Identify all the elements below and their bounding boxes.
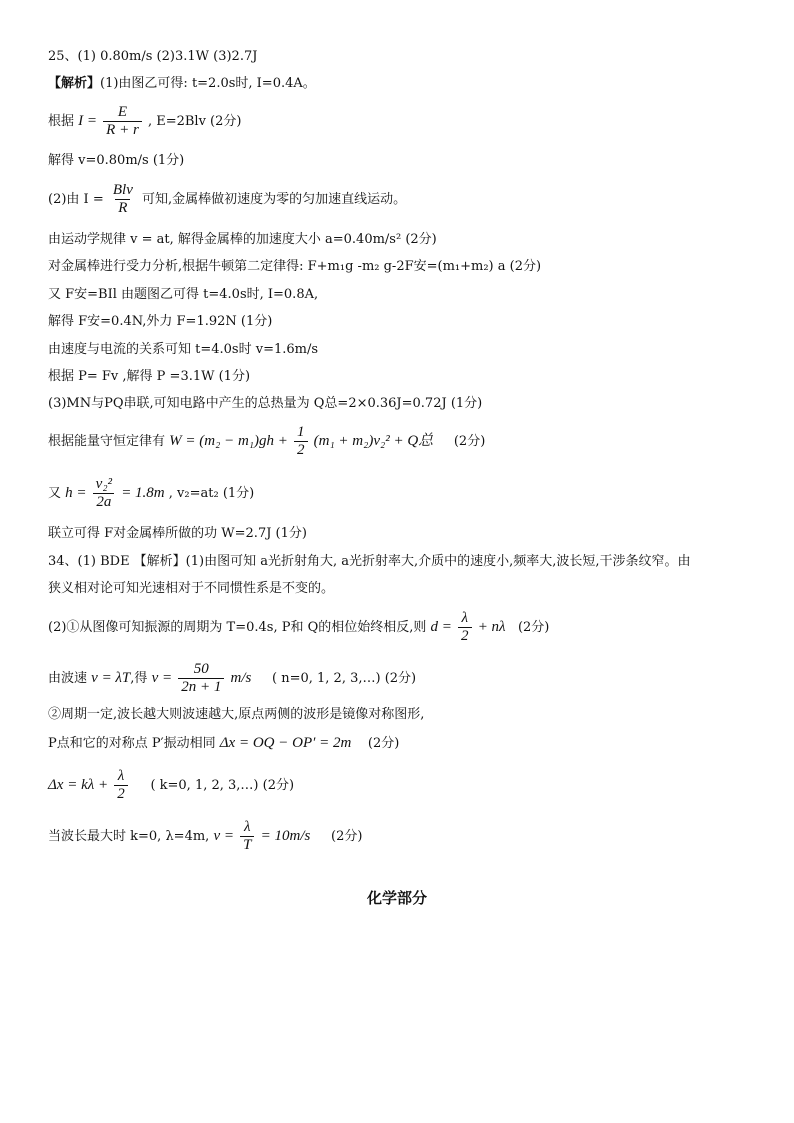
fraction-v2-over-2a: $\frac{\text{v₂²}}{2a}$ [93,476,115,511]
heat-line: (3)MN与PQ串联,可知电路中产生的总热量为 Q总=2×0.36J=0.72J (1分) [48,396,483,411]
solve-v-line: 解得 v=0.80m/s (1分) [48,153,185,168]
analysis-line-1: (1)由图乙可得: t=2.0s时, I=0.4A。 [100,76,316,91]
q25-answer-text: 25、(1) 0.80m/s (2)3.1W (3)2.7J [48,49,258,64]
fraction-e-over-r: $\frac{E}{R + r}$ [103,104,142,139]
solve-force-line: 解得 F安=0.4N,外力 F=1.92N (1分) [48,314,273,329]
height-line: 又 h = $\frac{\text{v₂²}}{2a}$ = 1.8m , v₂=at₂ (1分) [48,476,255,510]
formula-blv-line: (2)由 I = $\frac{\text{Blv}}{R}$ 可知,金属棒做初速度为零的匀加速直线运动。 [48,182,407,216]
analysis-tag: 【解析】 [48,76,101,91]
fraction-50-over-2n1: $\frac{50}{2n + 1}$ [178,661,224,696]
work-result-line: 联立可得 F对金属棒所做的功 W=2.7J (1分) [48,526,307,541]
q34-line-2: 狭义相对论可知光速相对于不同惯性系是不变的。 [48,581,335,596]
q34-line-1: 34、(1) BDE 【解析】(1)由图可知 a光折射角大, a光折射率大,介质中的速度小,频率大,波长短,干涉条纹窄。由 [48,554,691,569]
fraction-blv-over-r: $\frac{\text{Blv}}{R}$ [112,182,133,216]
period-fixed-line: ②周期一定,波长越大则波速越大,原点两侧的波形是镜像对称图形, [48,707,425,722]
wave-speed-line: 由波速 v = λT,得 v = $\frac{50}{2n + 1}$ m/s ( n=0, 1, 2, 3,…) (2分) [48,661,417,695]
delta-x-line: Δx = kλ + $\frac{\lambda}{2}$ ( k=0, 1, 2, 3,…) (2分) [48,768,295,802]
velocity-current-line: 由速度与电流的关系可知 t=4.0s时 v=1.6m/s [48,342,319,357]
energy-conservation-line: 根据能量守恒定律有 W = (m₂ − m₁)gh + $\frac{1}{2}$ (m₁ + m₂)v₂² + Q总 (2分) [48,424,486,458]
q25-analysis-header [48,75,316,93]
eq-i: I = [78,113,98,129]
section-title-chemistry: 化学部分 [366,889,427,907]
force-line: 又 F安=BIl 由题图乙可得 t=4.0s时, I=0.8A, [48,287,319,302]
fraction-lambda-half: $\frac{\lambda}{2}$ [458,610,472,645]
period-phase-line: (2)①从图像可知振源的周期为 T=0.4s, P和 Q的相位始终相反,则 d = $\frac{\lambda}{2}$ + nλ (2分) [48,610,550,644]
text-pre: 根据 [48,114,75,129]
fraction-half: $\frac{1}{2}$ [294,424,308,459]
text-post: , E=2Blv (2分) [147,114,242,129]
symmetric-point-line: P点和它的对称点 P′振动相同 Δx = OQ − OP′ = 2m (2分) [48,735,400,751]
power-line: 根据 P= Fv ,解得 P =3.1W (1分) [48,369,251,384]
newton-line: 对金属棒进行受力分析,根据牛顿第二定律得: F+m₁g -m₂ g-2F安=(m₁+m₂) a (2分) [48,259,542,274]
q25-answers [48,48,257,66]
fraction-lambda-over-t: $\frac{\lambda}{T}$ [240,819,254,854]
fraction-lambda-half-2: $\frac{\lambda}{2}$ [114,768,128,803]
max-wavelength-line: 当波长最大时 k=0, λ=4m, v = $\frac{\lambda}{T}$ = 10m/s (2分) [48,819,363,853]
formula-current-line [48,104,241,139]
kinematics-line: 由运动学规律 v = at, 解得金属棒的加速度大小 a=0.40m/s² (2分) [48,232,437,247]
